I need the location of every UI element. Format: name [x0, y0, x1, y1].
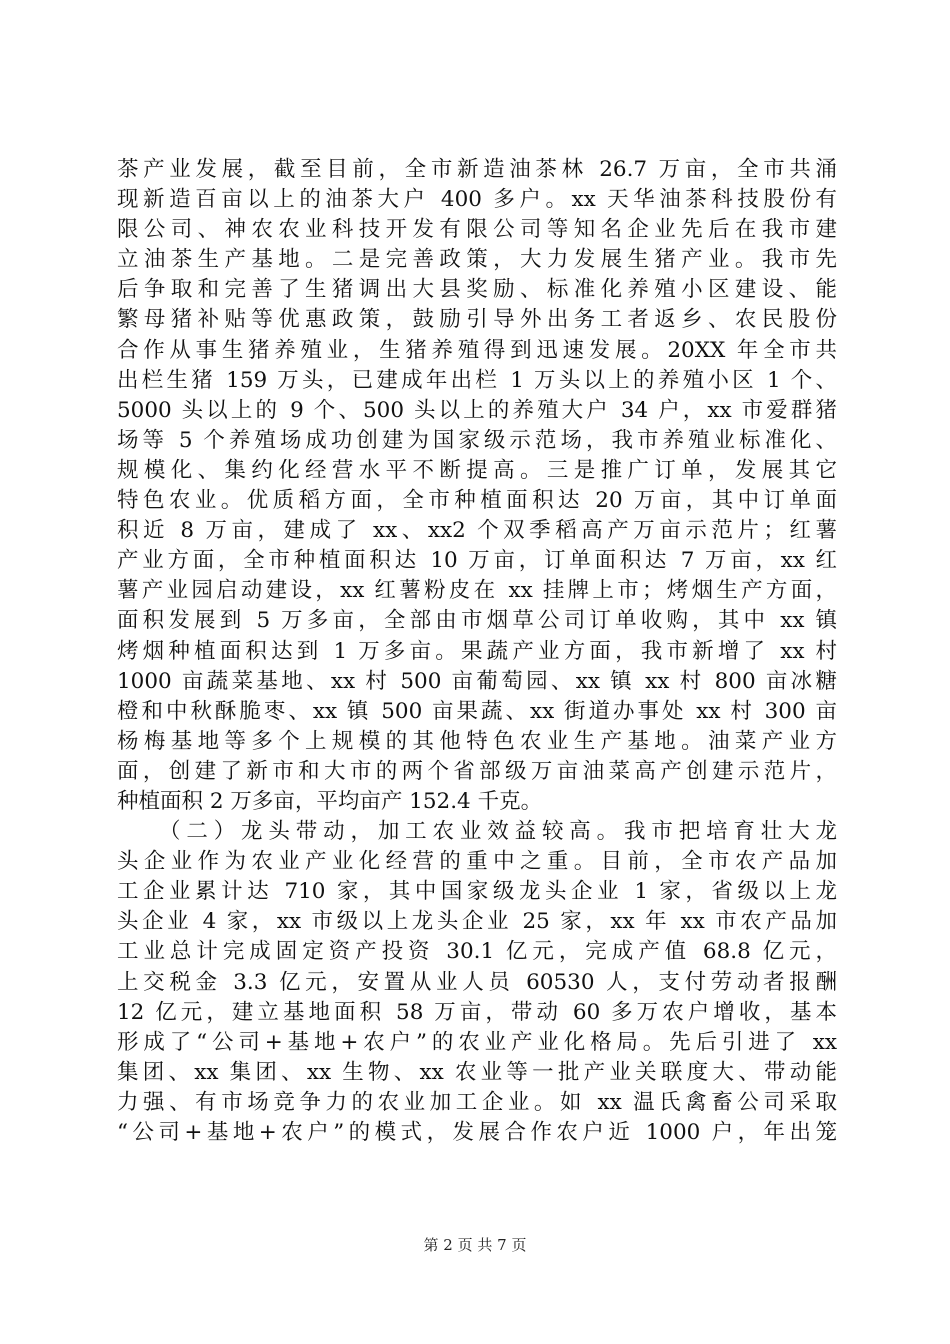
text-line: 限公司、神农农业科技开发有限公司等知名企业先后在我市建: [117, 217, 837, 243]
text-line: 1000 亩蔬菜基地、xx 村 500 亩葡萄园、xx 镇 xx 村 800 亩冰糖: [117, 668, 837, 694]
text-line: 薯产业园启动建设，xx 红薯粉皮在 xx 挂牌上市；烤烟生产方面，: [117, 578, 837, 604]
text-line: 橙和中秋酥脆枣、xx 镇 500 亩果蔬、xx 街道办事处 xx 村 300 亩: [117, 698, 837, 724]
text-line: 茶产业发展，截至目前，全市新造油茶林 26.7 万亩，全市共涌: [117, 157, 837, 182]
text-line: 积近 8 万亩，建成了 xx、xx2 个双季稻高产万亩示范片；红薯: [117, 518, 837, 544]
page-footer: [0, 1234, 950, 1255]
text-line: “公司+基地+农户”的模式，发展合作农户近 1000 户，年出笼: [117, 1120, 837, 1145]
text-line: 产业方面，全市种植面积达 10 万亩，订单面积达 7 万亩，xx 红: [117, 548, 837, 574]
text-line: 场等 5 个养殖场成功创建为国家级示范场，我市养殖业标准化、: [117, 427, 837, 453]
text-line: 5000 头以上的 9 个、500 头以上的养殖大户 34 户，xx 市爱群猪: [117, 397, 837, 423]
text-line: 面，创建了新市和大市的两个省部级万亩油菜高产创建示范片，: [117, 758, 837, 784]
text-line: 面积发展到 5 万多亩，全部由市烟草公司订单收购，其中 xx 镇: [117, 608, 837, 634]
text-line: 工业总计完成固定资产投资 30.1 亿元，完成产值 68.8 亿元，: [117, 939, 837, 965]
paragraph-start-line: （二）龙头带动，加工农业效益较高。我市把培育壮大龙: [159, 819, 837, 845]
text-line: 头企业 4 家，xx 市级以上龙头企业 25 家，xx 年 xx 市农产品加: [117, 909, 837, 935]
text-line: 头企业作为农业产业化经营的重中之重。目前，全市农产品加: [117, 849, 837, 875]
text-line: 力强、有市场竞争力的农业加工企业。如 xx 温氏禽畜公司采取: [117, 1089, 837, 1115]
paragraph-end-line: 种植面积 2 万多亩，平均亩产 152.4 千克。: [117, 788, 543, 814]
text-line: 工企业累计达 710 家，其中国家级龙头企业 1 家，省级以上龙: [117, 879, 837, 905]
page-number-label: 第 2 页 共 7 页: [423, 1236, 527, 1254]
text-line: 合作从事生猪养殖业，生猪养殖得到迅速发展。20XX 年全市共: [117, 337, 837, 363]
text-line: 规模化、集约化经营水平不断提高。三是推广订单，发展其它: [117, 457, 837, 483]
text-line: 立油茶生产基地。二是完善政策，大力发展生猪产业。我市先: [117, 247, 837, 273]
text-line: 上交税金 3.3 亿元，安置从业人员 60530 人，支付劳动者报酬: [117, 969, 837, 995]
text-line: 形成了“公司+基地+农户”的农业产业化格局。先后引进了 xx: [117, 1029, 837, 1055]
text-line: 后争取和完善了生猪调出大县奖励、标准化养殖小区建设、能: [117, 277, 837, 303]
text-line: 出栏生猪 159 万头，已建成年出栏 1 万头以上的养殖小区 1 个、: [117, 367, 837, 393]
text-line: 12 亿元，建立基地面积 58 万亩，带动 60 多万农户增收，基本: [117, 999, 837, 1025]
text-line: 烤烟种植面积达到 1 万多亩。果蔬产业方面，我市新增了 xx 村: [117, 638, 837, 664]
body-text: [117, 155, 837, 1148]
text-line: 特色农业。优质稻方面，全市种植面积达 20 万亩，其中订单面: [117, 488, 837, 514]
text-line: 集团、xx 集团、xx 生物、xx 农业等一批产业关联度大、带动能: [117, 1059, 837, 1085]
text-line: 杨梅基地等多个上规模的其他特色农业生产基地。油菜产业方: [117, 728, 837, 754]
text-line: 繁母猪补贴等优惠政策，鼓励引导外出务工者返乡、农民股份: [117, 307, 837, 333]
text-line: 现新造百亩以上的油茶大户 400 多户。xx 天华油茶科技股份有: [117, 187, 837, 213]
